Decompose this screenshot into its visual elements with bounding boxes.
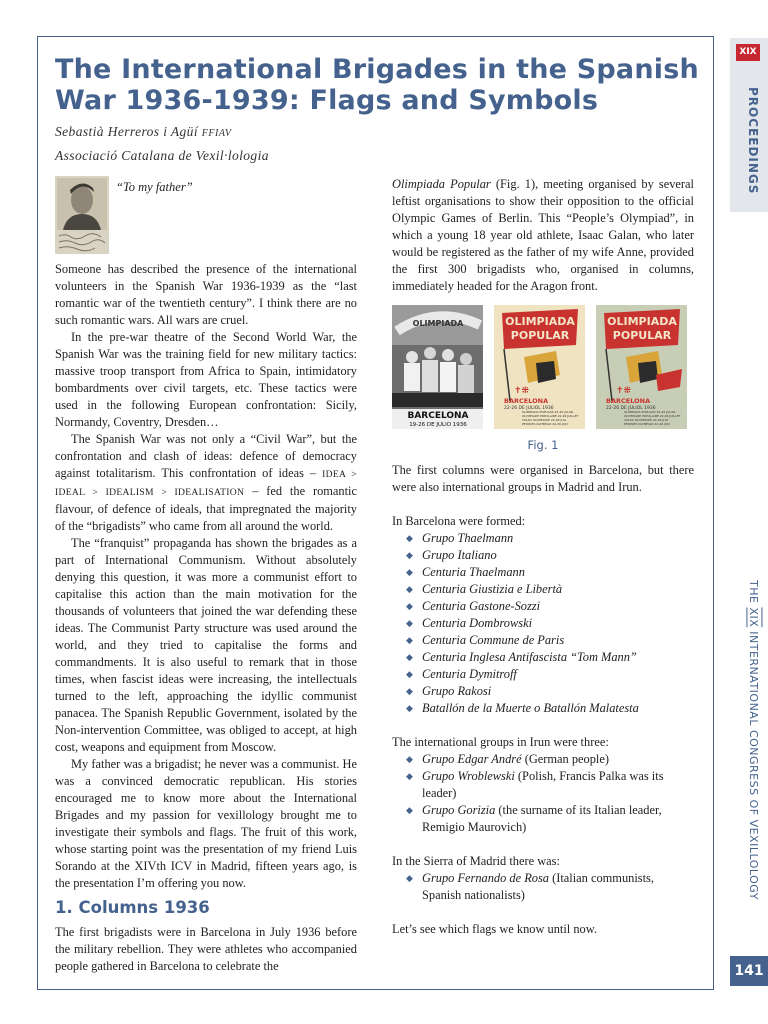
group-note: (the surname of its Italian leader, Remigio Maurovich): [422, 803, 662, 834]
closing-paragraph: Let’s see which flags we know until now.: [392, 922, 597, 936]
poster-text: OLIMPIADA POPULAR 22-26 JULIOL: [522, 410, 574, 414]
father-portrait-photo: [55, 176, 109, 254]
list-item: [406, 632, 694, 649]
catalan-symbol: ✝⁜: [514, 386, 530, 396]
poster-text: 22-26 DE JULIOL 1936: [504, 406, 554, 411]
list-item: [406, 683, 694, 700]
group-name: Grupo Rakosi: [422, 684, 492, 698]
poster-text: POPULAR: [510, 329, 570, 342]
catalan-symbol: ✝⁜: [616, 386, 632, 396]
poster-text: 22-26 DE JULIOL 1936: [606, 406, 656, 411]
poster-text: OLYMPIADE POPULAIRE 22-26 JUILLET: [624, 414, 681, 418]
group-name: Centuria Commune de Paris: [422, 633, 565, 647]
poster-text: VOLKS OLYMPIADE 22-26 JULI: [624, 418, 669, 422]
congress-badge: XIX: [736, 44, 760, 61]
paragraph: [392, 176, 694, 295]
section-label: PROCEEDINGS: [746, 87, 760, 195]
paragraph: My father was a brigadist; he never was a communist. He was a convinced democratic republican. His stories encouraged me to know more about the International Brigades and my passion for vexillology brought me to investigate their symbols and flags. The fruit of this work, whose starting point was the presentation of my friend Luis Sorando at the XIVth ICV in Madrid, fifteen years ago, is the presentation I’m offering you now.: [55, 757, 357, 890]
poster-text: BARCELONA: [504, 397, 549, 405]
poster-text: OLIMPIADA POPULAR 22-26 JULIOL: [624, 410, 676, 414]
poster-text: OLIMPIADA: [607, 315, 677, 328]
running-header-text: THE: [747, 580, 760, 608]
author-affiliation: Associació Catalana de Vexil·lologia: [55, 148, 269, 163]
list-item: [406, 751, 694, 768]
list-item: [406, 581, 694, 598]
group-name: Centuria Dymitroff: [422, 667, 517, 681]
paragraph: The first columns were organised in Barcelona, but there were also international groups in Madrid and Irun.: [392, 463, 694, 494]
author-membership: FFIAV: [201, 128, 232, 139]
dedication: “To my father”: [116, 180, 193, 194]
list-intro-madrid: In the Sierra of Madrid there was:: [392, 854, 560, 868]
group-name: Grupo Gorizia: [422, 803, 496, 817]
group-note: (German people): [521, 752, 609, 766]
list-item: [406, 615, 694, 632]
list-item: [406, 666, 694, 683]
list-item: [406, 530, 694, 547]
group-name: Centuria Giustizia e Libertà: [422, 582, 563, 596]
poster-text: VOLKS OLYMPIADE 22-26 JULI: [522, 418, 567, 422]
group-name: Grupo Fernando de Rosa: [422, 871, 549, 885]
author-name: Sebastià Herreros i Agüí: [55, 124, 198, 139]
paragraph: The “franquist” propaganda has shown the brigades as a part of International Communism. Without absolutely denying this question, it was more a communist effort to capitalise this action than the main motivation for the thousands of volunteers that joined the war defending these ideas. The Communist Party structure was used around the world, and they tried to capitalise the forms and commandments. It is also useful to remark that in those times, when fascist ideas were increasing, the intellectuals turned to the left, approaching the idyllic communist panacea. The Spanish Republic Government, isolated by the Non-intervention Committee, was obliged to accept, at high cost, weapons and equipment from Moscow.: [55, 536, 357, 754]
poster-text: OLIMPIADA: [505, 315, 575, 328]
figure-caption: Fig. 1: [527, 438, 559, 452]
page-number: 141: [730, 956, 768, 986]
paragraph: Someone has described the presence of the international volunteers in the Spanish War 1936-1939 as the “last romantic war of the twentieth century”. I think there are no such romantic wars. All wars are cruel.: [55, 262, 357, 327]
group-name: Batallón de la Muerte o Batallón Malatesta: [422, 701, 639, 715]
list-item: [406, 649, 694, 666]
list-item: [406, 768, 694, 802]
article-title: The International Brigades in the Spanish War 1936-1939: Flags and Symbols: [55, 54, 699, 116]
list-item: [406, 870, 694, 904]
list-item: [406, 547, 694, 564]
list-intro-barcelona: In Barcelona were formed:: [392, 514, 526, 528]
list-item: [406, 598, 694, 615]
list-item: [406, 564, 694, 581]
group-note: (Polish, Francis Palka was its leader): [422, 769, 664, 800]
poster-text: POPULAR: [612, 329, 672, 342]
list-intro-irun: The international groups in Irun were three:: [392, 735, 609, 749]
group-name: Grupo Edgar André: [422, 752, 522, 766]
running-header: [736, 580, 760, 942]
poster-text: 19-26 DE JULIO 1936: [409, 422, 467, 428]
left-column: [55, 261, 357, 975]
paragraph: In the pre-war theatre of the Second World War, the Spanish War was the training field for new military tactics: massive troop transport from Africa to Spain, intimidatory bombardments over civil targets, etc. These tactics were used in the following European confrontation: Sicily, Normandy, Coventry, Dresden…: [55, 330, 357, 429]
group-name: Centuria Dombrowski: [422, 616, 533, 630]
poster-text: BARCELONA: [407, 411, 469, 421]
poster-text: OLIMPIADA: [412, 319, 464, 328]
irun-groups-list: [392, 751, 694, 836]
olimpiada-photo-poster: [392, 305, 483, 429]
group-name: Centuria Inglesa Antifascista “Tom Mann”: [422, 650, 637, 664]
author-line: [55, 124, 232, 140]
figure-1: [392, 305, 694, 429]
group-name: Centuria Thaelmann: [422, 565, 525, 579]
barcelona-groups-list: [392, 530, 694, 717]
poster-text: BARCELONA: [606, 397, 651, 405]
poster-text: PEOPLES OLYMPIAD 22-26 JULY: [522, 422, 569, 426]
poster-text: OLYMPIADE POPULAIRE 22-26 JUILLET: [522, 414, 579, 418]
paragraph-text: (Fig. 1), meeting organised by several leftist organisations to show their opposition to the official Olympic Games of Berlin. This “People’s Olympiad”, in which a young 18 year old athlete, Isaac Galan, who later would be registered as the father of my wife Anne, provided the first 300 brigadists who, organised in columns, immediately headed for the Aragon front.: [392, 177, 695, 293]
group-name: Grupo Wroblewski: [422, 769, 515, 783]
olimpiada-color-poster: [494, 305, 585, 429]
group-name: Grupo Italiano: [422, 548, 497, 562]
congress-number: XIX: [747, 607, 760, 628]
list-item: [406, 700, 694, 717]
running-header-text: INTERNATIONAL CONGRESS OF VEXILLOLOGY: [747, 627, 760, 900]
group-note: (Italian communists, Spanish nationalists): [422, 871, 654, 902]
paragraph-text: The Spanish War was not only a “Civil War”, but the confrontation and clash of ideas: defence of democracy against totalitarism. This confrontation of ideas –: [55, 432, 357, 480]
poster-text: PEOPLES OLYMPIAD 22-26 JULY: [624, 422, 671, 426]
right-column: [392, 176, 694, 938]
group-name: Centuria Gastone-Sozzi: [422, 599, 541, 613]
list-item: [406, 802, 694, 836]
paragraph-text: – fed the romantic flavour, of defence of ideals, that impregnated the majority of the “brigadists” who came from all around the world.: [55, 484, 357, 533]
madrid-groups-list: [392, 870, 694, 904]
olimpiada-name: Olimpiada Popular: [392, 177, 491, 191]
section-heading: 1. Columns 1936: [55, 898, 210, 917]
paragraph: [55, 431, 357, 535]
group-name: Grupo Thaelmann: [422, 531, 514, 545]
idea-chain: IDEA > IDEAL > IDEALISM > IDEALISATION: [55, 469, 357, 498]
olimpiada-color-poster-variant: [596, 305, 687, 429]
paragraph: The first brigadists were in Barcelona in July 1936 before the military rebellion. They were athletes who accompanied people gathered in Barcelona to celebrate the: [55, 925, 357, 973]
